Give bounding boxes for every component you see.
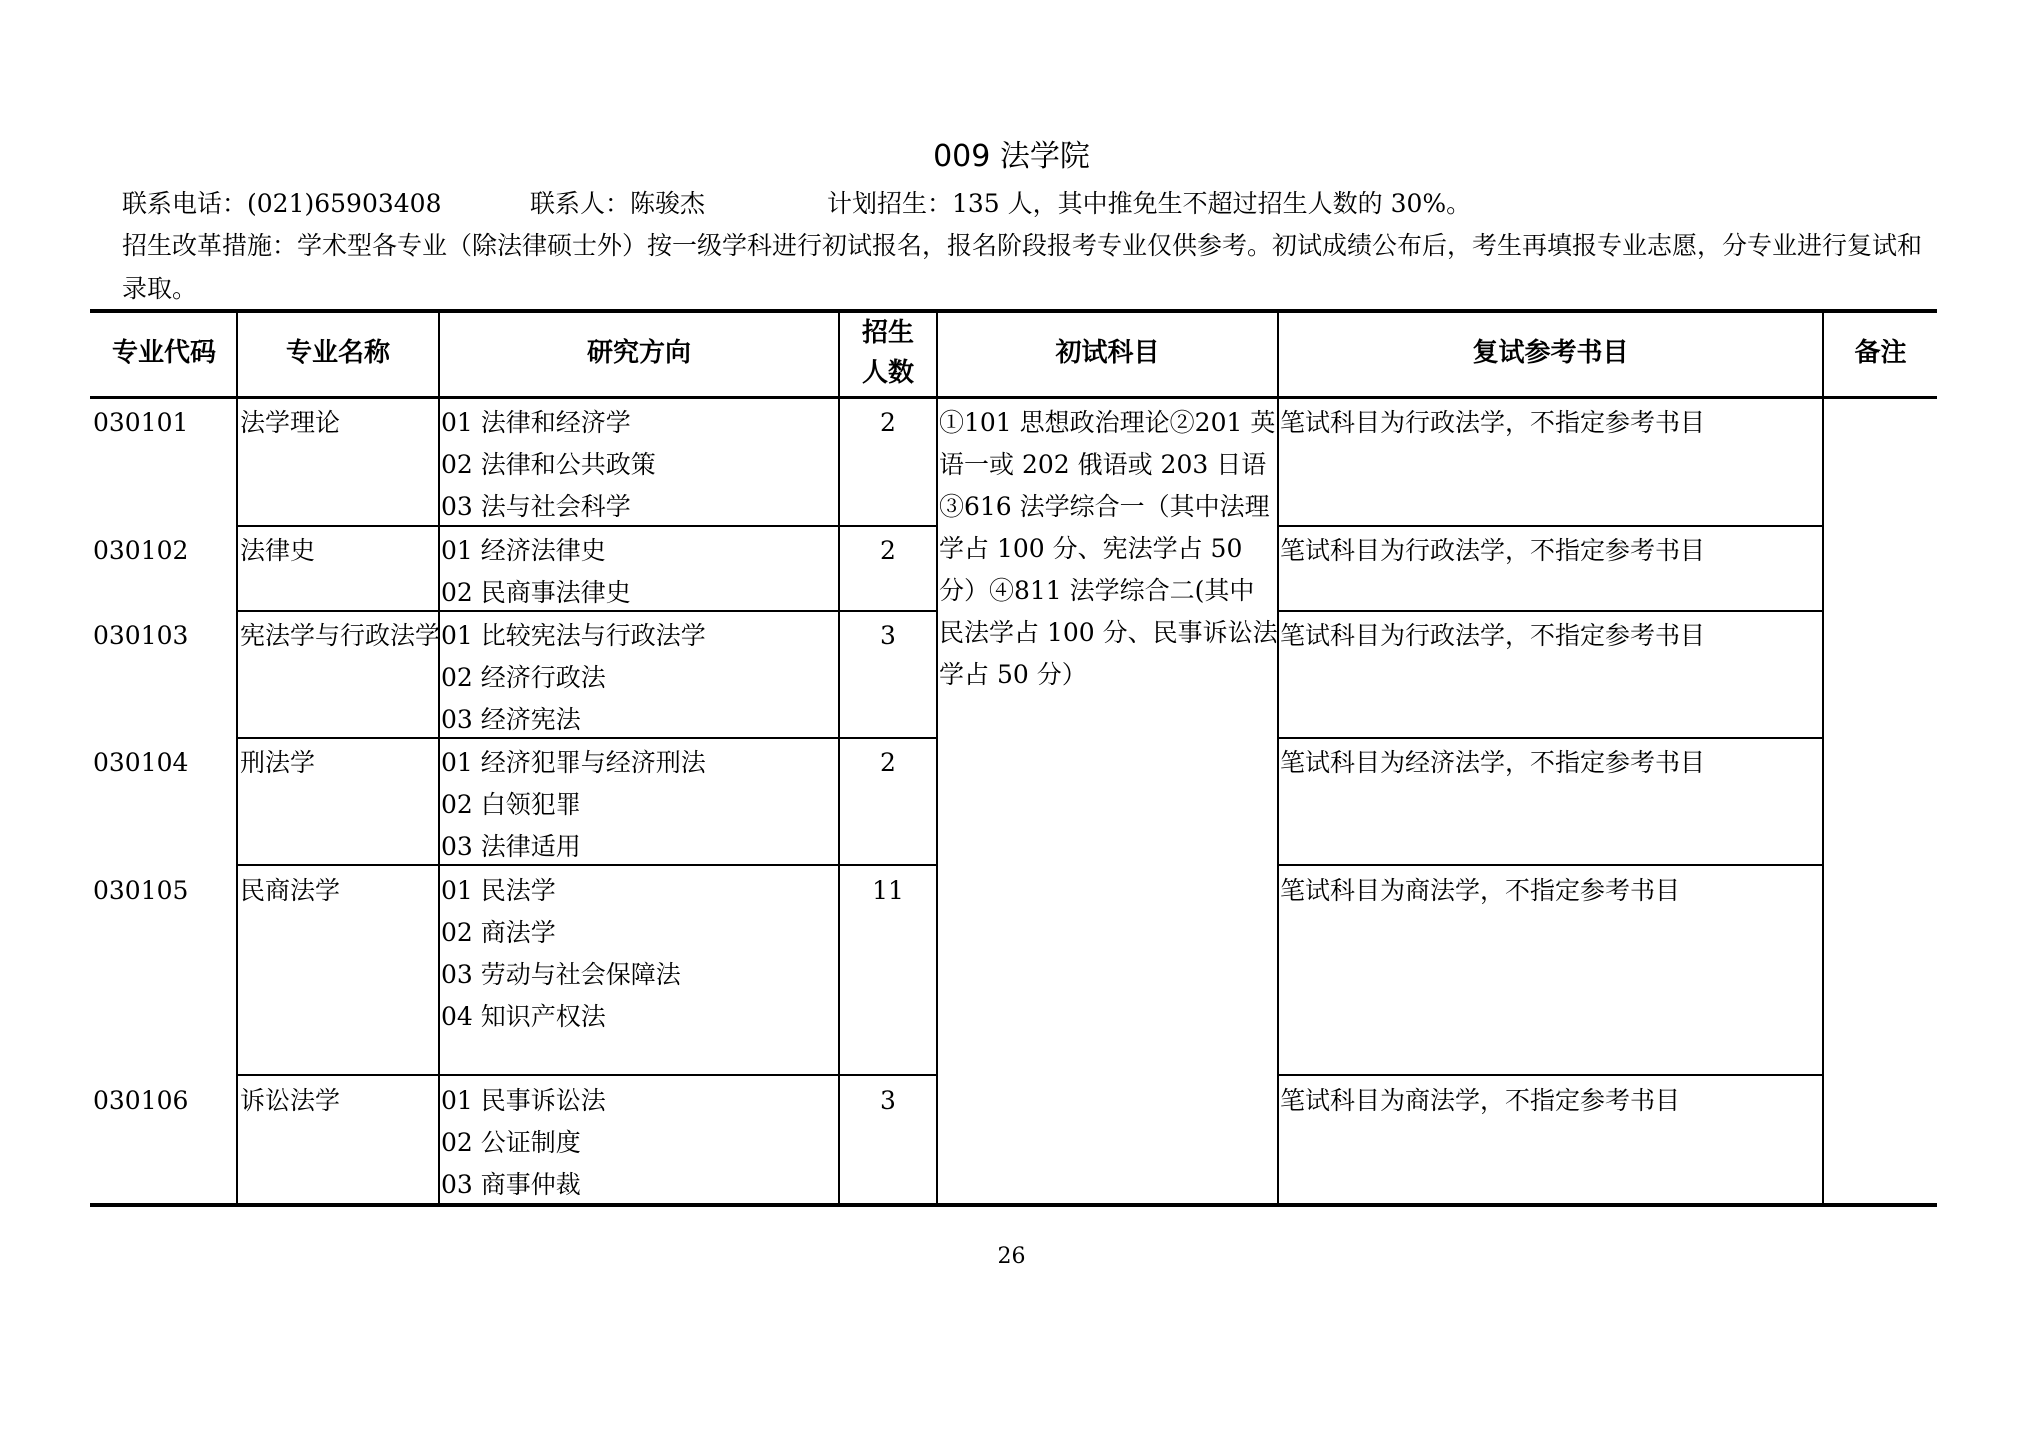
header-count-line2: 人数 — [861, 358, 914, 388]
row-name: 诉讼法学 — [240, 1086, 341, 1115]
row-reference: 笔试科目为商法学，不指定参考书目 — [1280, 876, 1681, 905]
header-bottom-rule — [90, 396, 1937, 399]
row-direction: 03 劳动与社会保障法 — [441, 960, 681, 989]
reform-note: 招生改革措施：学术型各专业（除法律硕士外）按一级学科进行初试报名，报名阶段报考专业仅供参考。初试成绩公布后，考生再填报专业志愿，分专业进行复试和录取。 — [122, 231, 1923, 303]
page-number: 26 — [997, 1244, 1026, 1269]
row-code: 030102 — [93, 536, 189, 565]
row-direction: 03 商事仲裁 — [441, 1170, 581, 1199]
column-divider — [1822, 311, 1824, 1205]
row-direction: 01 法律和经济学 — [441, 408, 631, 437]
row-divider — [1277, 525, 1824, 527]
row-divider — [1277, 610, 1824, 612]
row-reference: 笔试科目为行政法学，不指定参考书目 — [1280, 536, 1706, 565]
column-divider — [236, 311, 238, 1205]
row-name: 宪法学与行政法学 — [240, 621, 441, 650]
row-count: 2 — [880, 408, 896, 437]
header-count-line1: 招生 — [861, 318, 914, 348]
row-name: 法学理论 — [240, 408, 341, 437]
column-divider — [838, 311, 840, 1205]
row-direction: 01 民法学 — [441, 876, 556, 905]
row-direction: 02 商法学 — [441, 918, 556, 947]
row-reference: 笔试科目为商法学，不指定参考书目 — [1280, 1086, 1681, 1115]
row-count: 2 — [880, 536, 896, 565]
row-count: 2 — [880, 748, 896, 777]
header-code: 专业代码 — [111, 338, 216, 368]
header-remark: 备注 — [1854, 338, 1907, 368]
row-direction: 01 经济法律史 — [441, 536, 606, 565]
row-reference: 笔试科目为行政法学，不指定参考书目 — [1280, 408, 1706, 437]
row-direction: 01 比较宪法与行政法学 — [441, 621, 706, 650]
row-divider — [236, 1074, 938, 1076]
row-count: 3 — [880, 621, 896, 650]
row-count: 11 — [872, 876, 904, 905]
enrollment-plan: 计划招生：135 人，其中推免生不超过招生人数的 30%。 — [827, 189, 1472, 218]
exam-subjects: ①101 思想政治理论②201 英语一或 202 俄语或 203 日语③616 法学综合一（其中法理学占 100 分、宪法学占 50 分）④811 法学综合二(其中民法学占 100 分、民事诉讼法学占 50 分） — [939, 408, 1278, 689]
row-name: 法律史 — [240, 536, 316, 565]
row-direction: 03 经济宪法 — [441, 705, 581, 734]
row-direction: 02 白领犯罪 — [441, 790, 581, 819]
row-code: 030103 — [93, 621, 189, 650]
row-count: 3 — [880, 1086, 896, 1115]
page-title: 009 法学院 — [933, 139, 1090, 174]
contact-phone: 联系电话：(021)65903408 — [122, 189, 442, 218]
row-direction: 01 经济犯罪与经济刑法 — [441, 748, 706, 777]
row-divider — [1277, 864, 1824, 866]
header-reference: 复试参考书目 — [1472, 338, 1629, 368]
row-code: 030101 — [93, 408, 189, 437]
row-name: 民商法学 — [240, 876, 341, 905]
row-direction: 02 法律和公共政策 — [441, 450, 656, 479]
row-direction: 04 知识产权法 — [441, 1002, 606, 1031]
row-divider — [1277, 737, 1824, 739]
row-direction: 02 民商事法律史 — [441, 578, 631, 607]
table-bottom-rule — [90, 1203, 1937, 1207]
header-exam: 初试科目 — [1055, 338, 1160, 368]
row-code: 030106 — [93, 1086, 189, 1115]
row-direction: 02 公证制度 — [441, 1128, 581, 1157]
row-code: 030104 — [93, 748, 189, 777]
column-divider — [936, 311, 938, 1205]
row-reference: 笔试科目为经济法学，不指定参考书目 — [1280, 748, 1706, 777]
row-code: 030105 — [93, 876, 189, 905]
row-name: 刑法学 — [240, 748, 316, 777]
header-count — [840, 310, 936, 396]
row-direction: 01 民事诉讼法 — [441, 1086, 606, 1115]
row-direction: 03 法与社会科学 — [441, 492, 631, 521]
header-direction: 研究方向 — [586, 338, 691, 368]
row-reference: 笔试科目为行政法学，不指定参考书目 — [1280, 621, 1706, 650]
row-direction: 03 法律适用 — [441, 832, 581, 861]
row-divider — [1277, 1074, 1824, 1076]
row-direction: 02 经济行政法 — [441, 663, 606, 692]
contact-person: 联系人：陈骏杰 — [530, 189, 706, 218]
header-name: 专业名称 — [285, 338, 390, 368]
